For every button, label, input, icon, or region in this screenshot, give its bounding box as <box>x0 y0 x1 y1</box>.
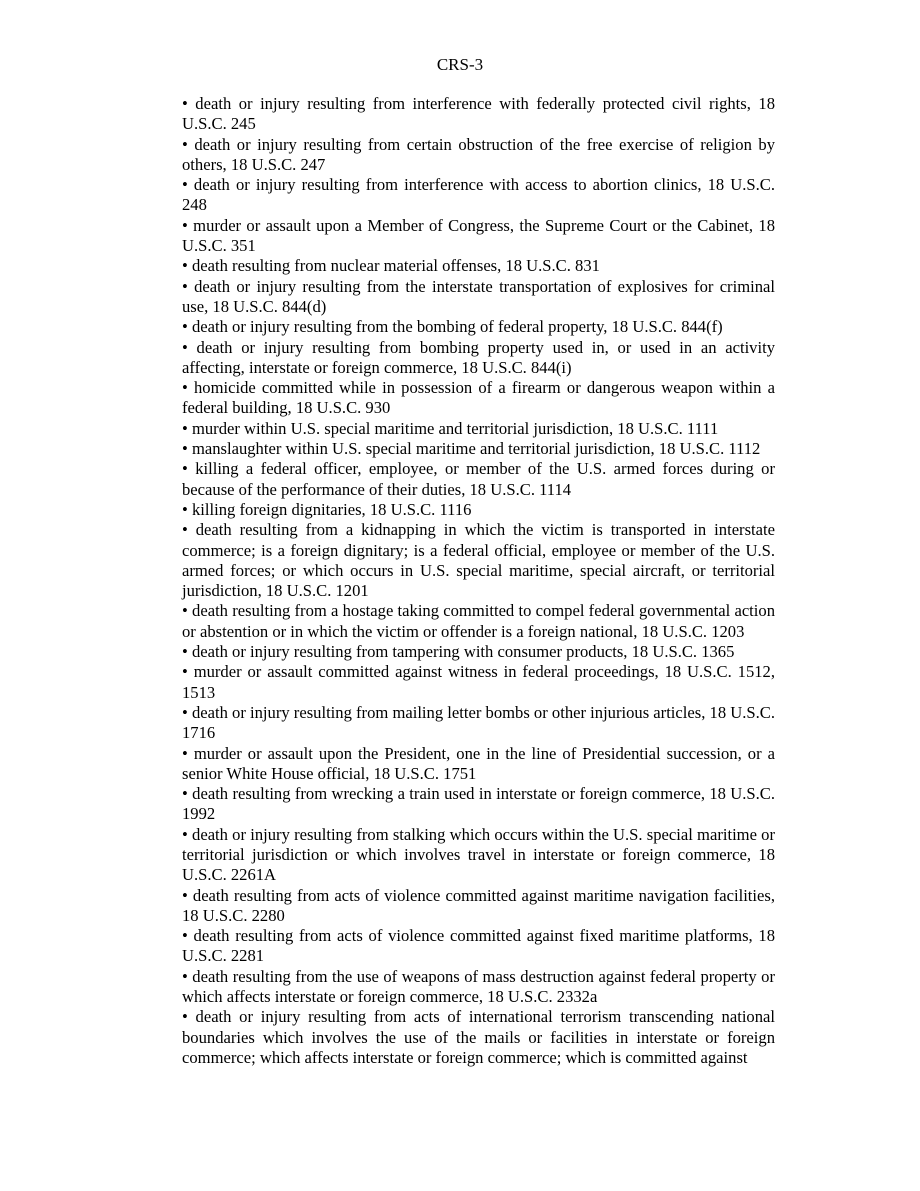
list-item: • death resulting from the use of weapons of mass destruction against federal property or which affects interstate or foreign commerce, 18 U.S.C. 2332a <box>182 966 775 1007</box>
list-item: • murder within U.S. special maritime and territorial jurisdiction, 18 U.S.C. 1111 <box>182 418 719 438</box>
list-item: • killing a federal officer, employee, or member of the U.S. armed forces during or because of the performance of their duties, 18 U.S.C. 1114 <box>182 459 775 499</box>
list-item: • death or injury resulting from the bombing of federal property, 18 U.S.C. 844(f) <box>182 317 723 337</box>
list-item: • death or injury resulting from interference with federally protected civil rights, 18 U.S.C. 245 <box>182 94 775 134</box>
list-item: • death resulting from nuclear material offenses, 18 U.S.C. 831 <box>182 256 600 276</box>
list-item: • death or injury resulting from mailing letter bombs or other injurious articles, 18 U.S.C. 1716 <box>182 702 775 743</box>
list-item: • murder or assault upon the President, one in the line of Presidential succession, or a senior White House official, 18 U.S.C. 1751 <box>182 743 775 783</box>
list-item: • killing foreign dignitaries, 18 U.S.C. 1116 <box>182 499 472 519</box>
list-item: • death or injury resulting from the interstate transportation of explosives for criminal use, 18 U.S.C. 844(d) <box>182 276 775 316</box>
list-item: • death resulting from wrecking a train used in interstate or foreign commerce, 18 U.S.C. 1992 <box>182 784 775 824</box>
list-item: • homicide committed while in possession of a firearm or dangerous weapon within a federal building, 18 U.S.C. 930 <box>182 378 775 418</box>
offense-list <box>182 94 775 1068</box>
list-item: • death or injury resulting from certain obstruction of the free exercise of religion by others, 18 U.S.C. 247 <box>182 134 775 174</box>
list-item: • manslaughter within U.S. special maritime and territorial jurisdiction, 18 U.S.C. 1112 <box>182 439 761 459</box>
page-header: CRS-3 <box>436 55 484 74</box>
list-item: • death or injury resulting from tampering with consumer products, 18 U.S.C. 1365 <box>182 642 735 662</box>
list-item: • death resulting from acts of violence committed against fixed maritime platforms, 18 U.S.C. 2281 <box>182 926 775 966</box>
list-item: • death or injury resulting from stalking which occurs within the U.S. special maritime or territorial jurisdiction or which involves travel in interstate or foreign commerce, 18 U.S.C. 2261A <box>182 824 775 885</box>
list-item: • death resulting from a kidnapping in which the victim is transported in interstate commerce; is a foreign dignitary; is a federal official, employee or member of the U.S. armed forces; or which occurs in U.S. special maritime, special aircraft, or territorial jurisdiction, 18 U.S.C. 1201 <box>182 520 775 601</box>
list-item: • death or injury resulting from bombing property used in, or used in an activity affecting, interstate or foreign commerce, 18 U.S.C. 844(i) <box>182 337 775 377</box>
list-item: • death resulting from a hostage taking committed to compel federal governmental action or abstention or in which the victim or offender is a foreign national, 18 U.S.C. 1203 <box>182 601 775 641</box>
list-item: • death or injury resulting from acts of international terrorism transcending national boundaries which involves the use of the mails or facilities in interstate or foreign commerce; which affects interstate or foreign commerce; which is committed against <box>182 1007 775 1067</box>
list-item: • murder or assault upon a Member of Congress, the Supreme Court or the Cabinet, 18 U.S.C. 351 <box>182 215 775 256</box>
list-item: • death or injury resulting from interference with access to abortion clinics, 18 U.S.C. 248 <box>182 175 775 215</box>
list-item: • murder or assault committed against witness in federal proceedings, 18 U.S.C. 1512, 1513 <box>182 662 775 702</box>
list-item: • death resulting from acts of violence committed against maritime navigation facilities, 18 U.S.C. 2280 <box>182 885 775 925</box>
